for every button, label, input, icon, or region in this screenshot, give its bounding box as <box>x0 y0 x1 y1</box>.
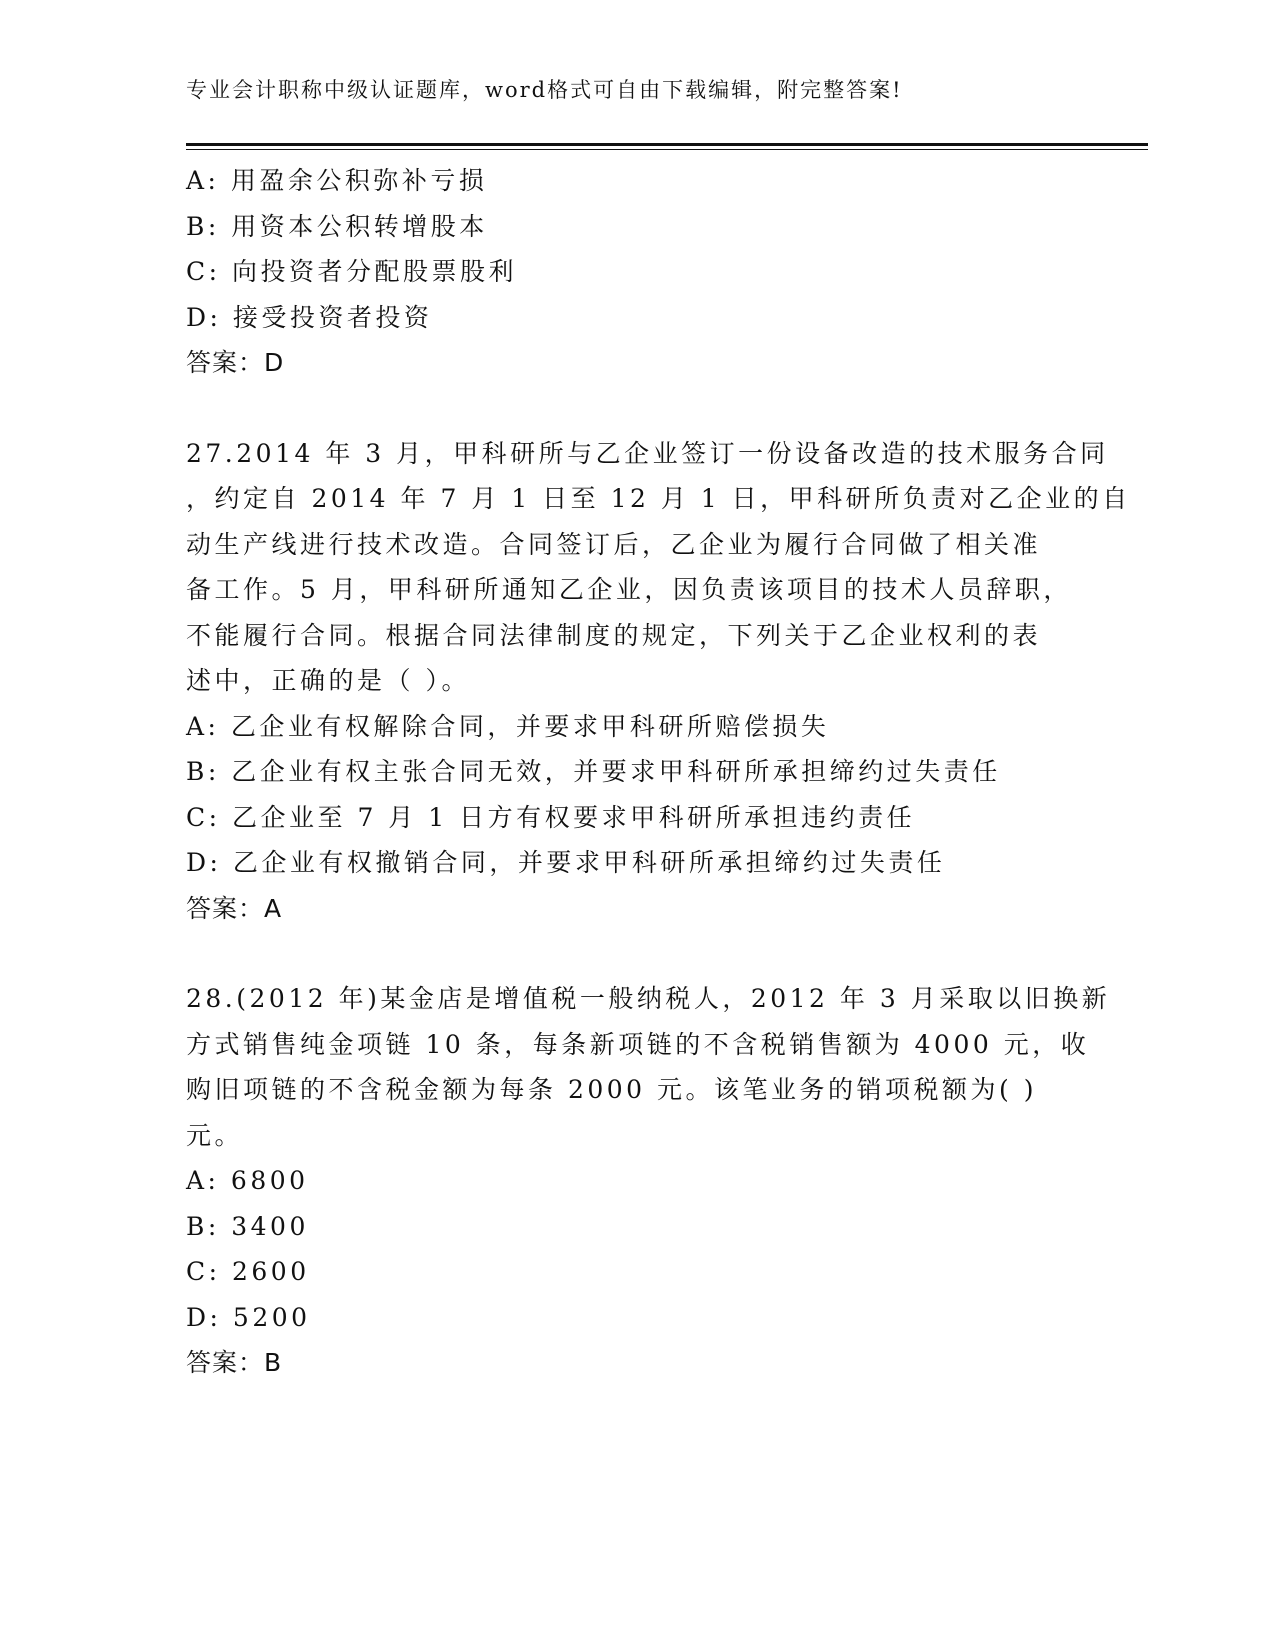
option-d: D: 乙企业有权撤销合同，并要求甲科研所承担缔约过失责任 <box>186 848 946 877</box>
option-c: C: 2600 <box>186 1257 310 1286</box>
header-rule-thin <box>186 149 1148 150</box>
option-a: A: 6800 <box>186 1166 309 1195</box>
spacer <box>186 386 1076 431</box>
answer-line: 答案：D <box>186 348 285 377</box>
question-content <box>186 158 1131 1386</box>
question-block-26 <box>186 158 1076 386</box>
question-text-line: 方式销售纯金项链 10 条，每条新项链的不含税销售额为 4000 元，收 <box>186 1029 1090 1059</box>
question-text-line: 备工作。5 月，甲科研所通知乙企业，因负责该项目的技术人员辞职， <box>186 575 1072 604</box>
header-rule-thick <box>186 143 1148 146</box>
answer-line: 答案：B <box>186 1348 283 1377</box>
option-b: B: 3400 <box>186 1211 309 1241</box>
option-b: B: 用资本公积转增股本 <box>186 211 488 241</box>
question-text-line: 27.2014 年 3 月，甲科研所与乙企业签订一份设备改造的技术服务合同 <box>186 438 1109 468</box>
option-c: C: 向投资者分配股票股利 <box>186 257 517 286</box>
question-block-28 <box>186 976 1111 1386</box>
spacer <box>186 931 1076 976</box>
question-text-line: 购旧项链的不含税金额为每条 2000 元。该笔业务的销项税额为( ) <box>186 1075 1037 1104</box>
question-text-line: 28.(2012 年)某金店是增值税一般纳税人，2012 年 3 月采取以旧换新 <box>186 984 1111 1013</box>
option-b: B: 乙企业有权主张合同无效，并要求甲科研所承担缔约过失责任 <box>186 757 1001 786</box>
option-d: D: 接受投资者投资 <box>186 302 433 332</box>
page-header: 专业会计职称中级认证题库，word格式可自由下载编辑，附完整答案! <box>186 78 903 102</box>
option-c: C: 乙企业至 7 月 1 日方有权要求甲科研所承担违约责任 <box>186 802 916 832</box>
question-text-line: 不能履行合同。根据合同法律制度的规定，下列关于乙企业权利的表 <box>186 620 1042 650</box>
option-d: D: 5200 <box>186 1302 311 1332</box>
option-a: A: 乙企业有权解除合同，并要求甲科研所赔偿损失 <box>186 711 830 741</box>
answer-line: 答案：A <box>186 893 283 923</box>
option-a: A: 用盈余公积弥补亏损 <box>186 166 488 195</box>
question-text-line: 述中，正确的是（ ）。 <box>186 666 470 695</box>
question-text-line: 动生产线进行技术改造。合同签订后，乙企业为履行合同做了相关准 <box>186 529 1042 559</box>
question-block-27 <box>186 431 1131 932</box>
question-text-line: ，约定自 2014 年 7 月 1 日至 12 月 1 日，甲科研所负责对乙企业的自 <box>186 484 1131 513</box>
question-text-line: 元。 <box>186 1120 244 1150</box>
